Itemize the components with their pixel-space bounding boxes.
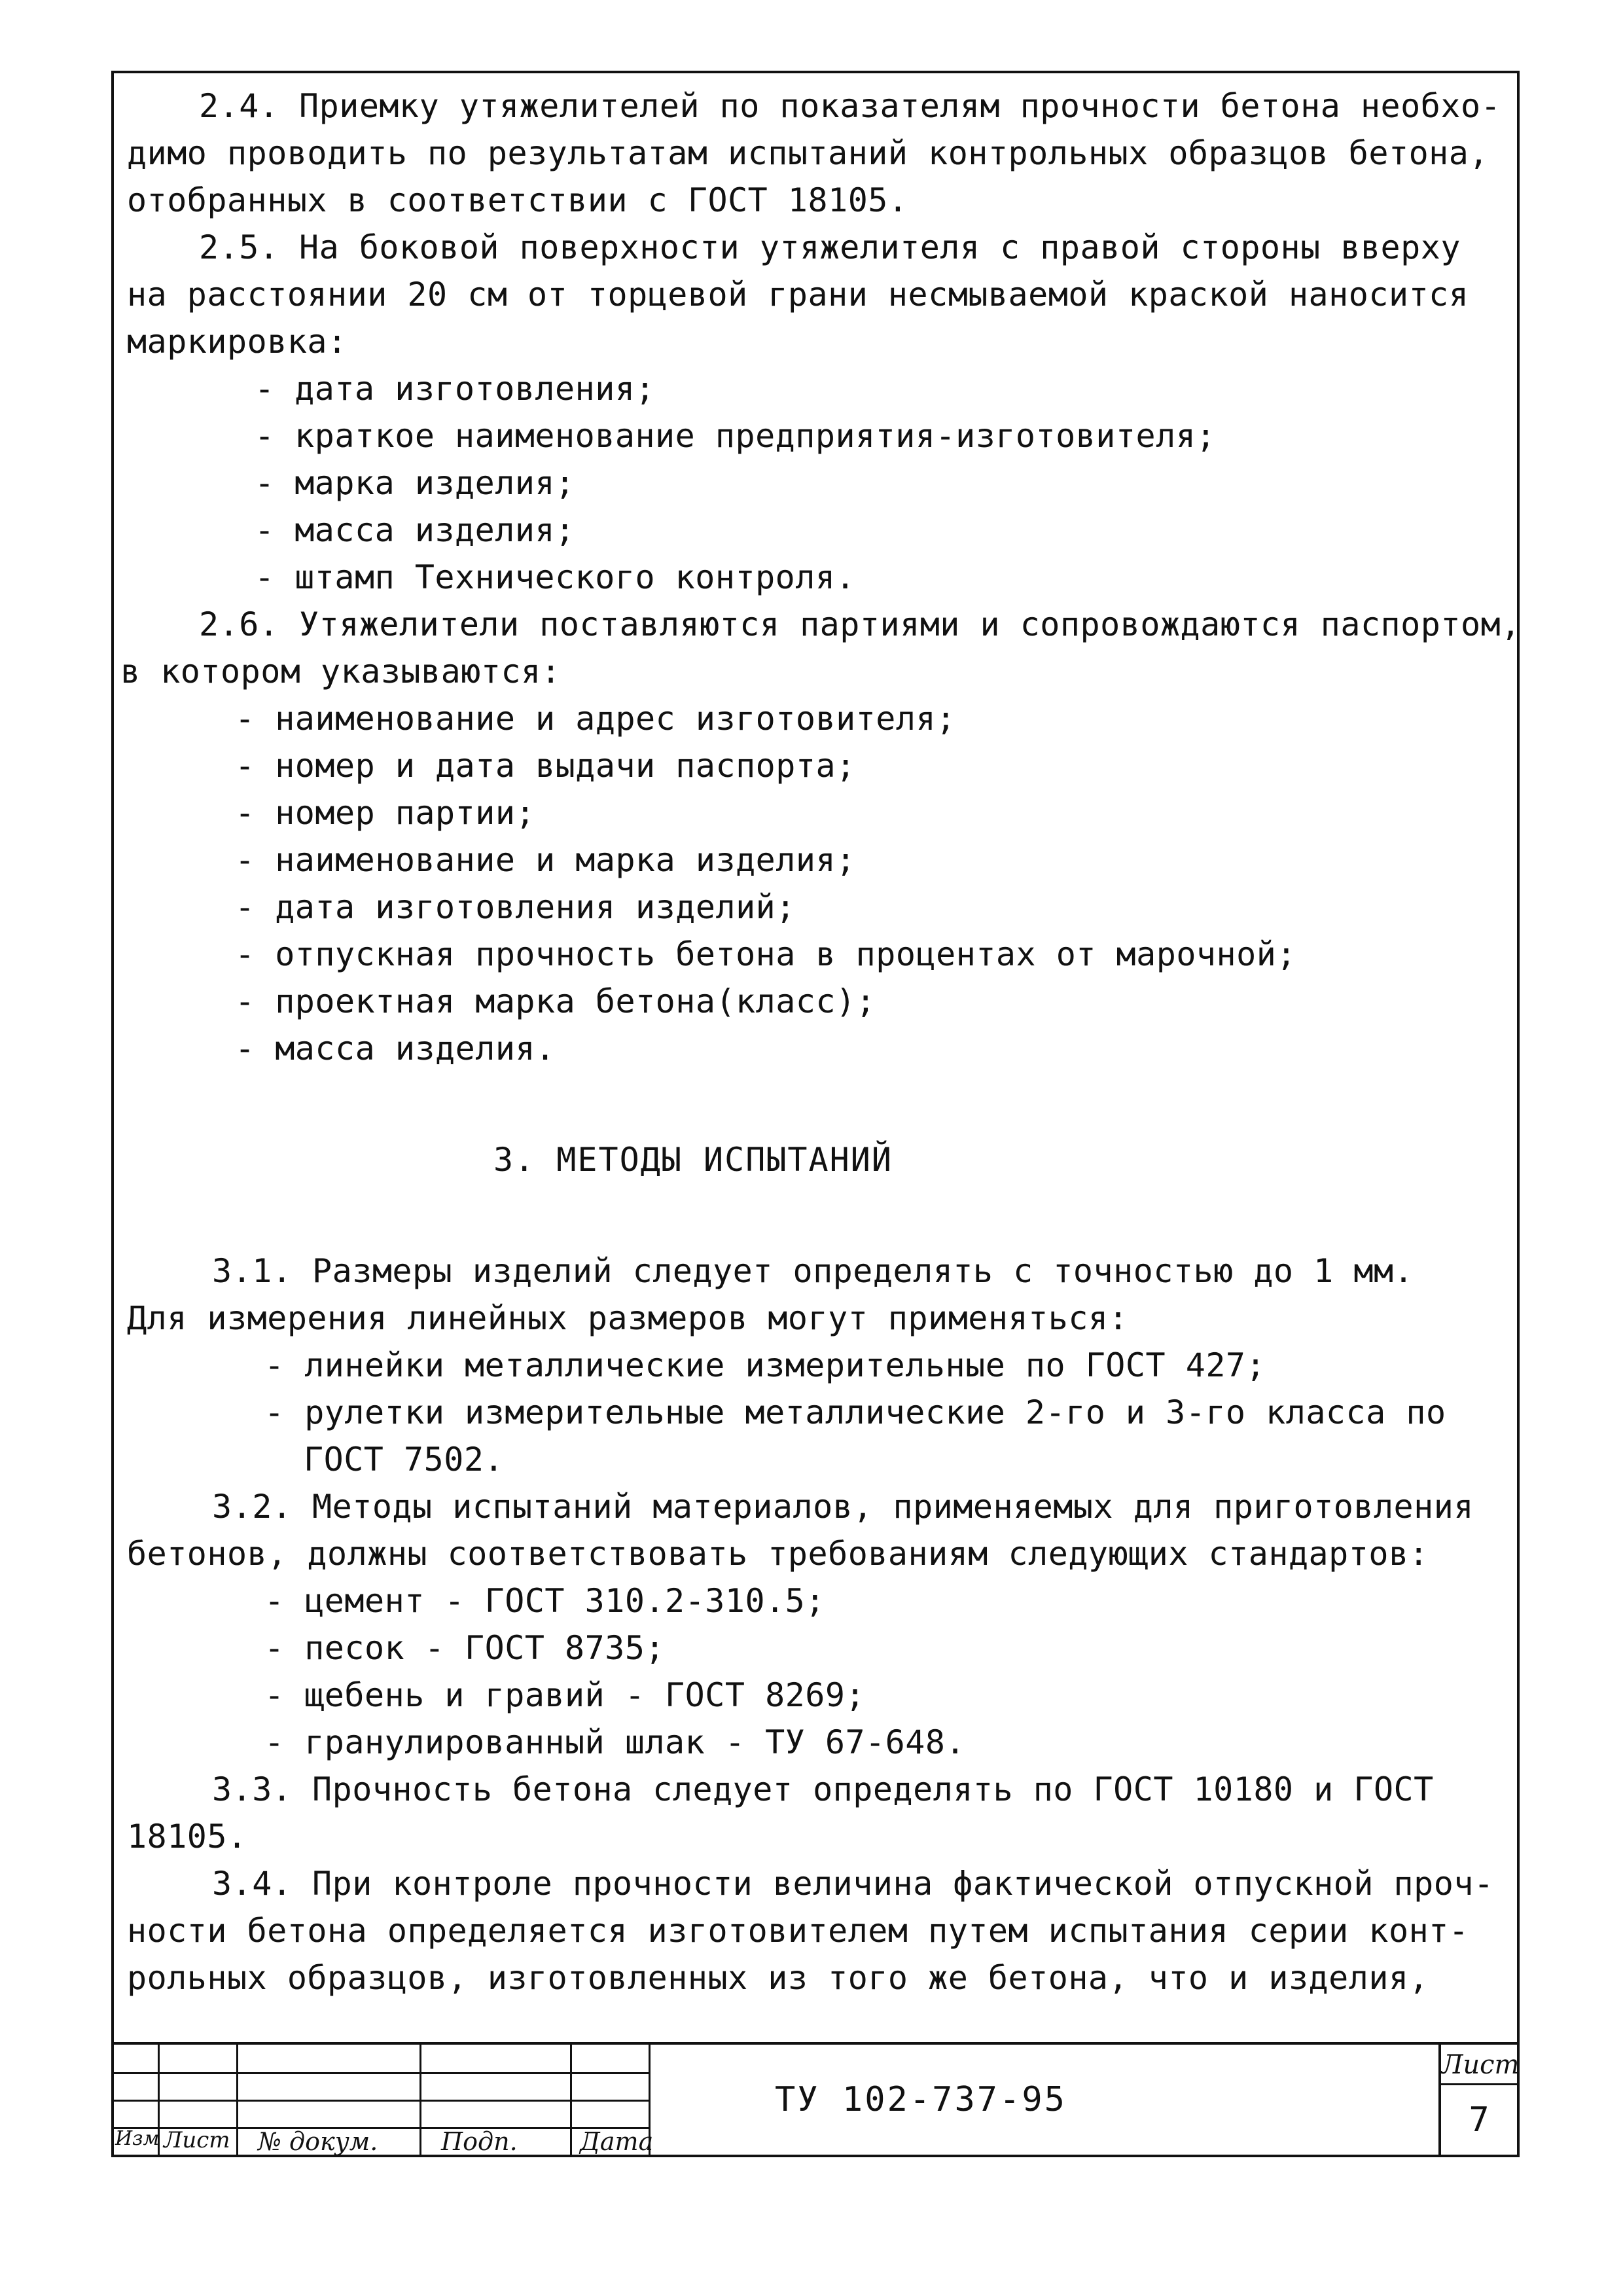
text-line: 2.5. На боковой поверхности утяжелителя с правой стороны вверху <box>199 228 1461 266</box>
text-line: - гранулированный шлак - ТУ 67-648. <box>264 1723 966 1761</box>
page-frame <box>111 71 1520 2157</box>
text-line: - номер и дата выдачи паспорта; <box>235 747 856 785</box>
text-line: маркировка: <box>127 323 348 361</box>
col-label-change: Изм <box>115 2127 160 2150</box>
text-line: - проектная марка бетона(класс); <box>235 982 876 1020</box>
text-line: на расстоянии 20 см от торцевой грани несмываемой краской наносится <box>127 276 1469 314</box>
col-label-date: Дата <box>580 2127 654 2156</box>
text-line: - дата изготовления изделий; <box>235 888 796 926</box>
text-line: - номер партии; <box>235 794 536 832</box>
text-line: 3.4. При контроле прочности величина фактической отпускной проч- <box>212 1865 1494 1903</box>
text-line: - дата изготовления; <box>255 370 656 408</box>
sheet-number: 7 <box>1469 2100 1489 2140</box>
text-line: 2.6. Утяжелители поставляются партиями и сопровождаются паспортом, <box>199 605 1521 643</box>
document-code: ТУ 102-737-95 <box>775 2080 1067 2119</box>
text-line: - песок - ГОСТ 8735; <box>264 1629 666 1667</box>
col-label-signature: Подп. <box>441 2127 518 2156</box>
text-line: - марка изделия; <box>255 464 575 502</box>
text-line: ГОСТ 7502. <box>304 1441 505 1479</box>
text-line: рольных образцов, изготовленных из того же бетона, что и изделия, <box>127 1959 1429 1997</box>
sheet-label: Лист <box>1441 2045 1517 2085</box>
text-line: 3.1. Размеры изделий следует определять с точностью до 1 мм. <box>212 1252 1414 1290</box>
text-line: - масса изделия. <box>235 1030 556 1067</box>
text-line: 2.4. Приемку утяжелителей по показателям прочности бетона необхо- <box>199 87 1501 125</box>
text-line: - рулетки измерительные металлические 2-го и 3-го класса по <box>264 1393 1446 1431</box>
text-line: ности бетона определяется изготовителем путем испытания серии конт- <box>127 1912 1469 1950</box>
text-line: димо проводить по результатам испытаний контрольных образцов бетона, <box>127 134 1489 172</box>
text-line: - щебень и гравий - ГОСТ 8269; <box>264 1676 866 1714</box>
text-line: Для измерения линейных размеров могут применяться: <box>127 1299 1129 1337</box>
text-line: 3.3. Прочность бетона следует определять по ГОСТ 10180 и ГОСТ <box>212 1770 1434 1808</box>
text-line: - отпускная прочность бетона в процентах от марочной; <box>235 935 1296 973</box>
text-line: отобранных в соответствии с ГОСТ 18105. <box>127 181 908 219</box>
text-line: - краткое наименование предприятия-изготовителя; <box>255 417 1216 455</box>
text-line: - наименование и марка изделия; <box>235 841 856 879</box>
text-line: - штамп Технического контроля. <box>255 558 856 596</box>
text-line: 18105. <box>127 1818 247 1856</box>
col-label-doc-number: № докум. <box>258 2127 378 2156</box>
text-line: - масса изделия; <box>255 511 575 549</box>
text-line: бетонов, должны соответствовать требованиям следующих стандартов: <box>127 1535 1429 1573</box>
section-heading: 3. МЕТОДЫ ИСПЫТАНИЙ <box>493 1141 893 1179</box>
text-line: - наименование и адрес изготовителя; <box>235 700 956 738</box>
sheet-box <box>1438 2045 1520 2155</box>
text-line: - цемент - ГОСТ 310.2-310.5; <box>264 1582 825 1620</box>
text-line: 3.2. Методы испытаний материалов, применяемых для приготовления <box>212 1488 1474 1526</box>
title-block <box>114 2042 1520 2156</box>
col-label-sheet: Лист <box>164 2127 230 2153</box>
text-line: в котором указываются: <box>120 653 562 691</box>
text-line: - линейки металлические измерительные по ГОСТ 427; <box>264 1346 1266 1384</box>
